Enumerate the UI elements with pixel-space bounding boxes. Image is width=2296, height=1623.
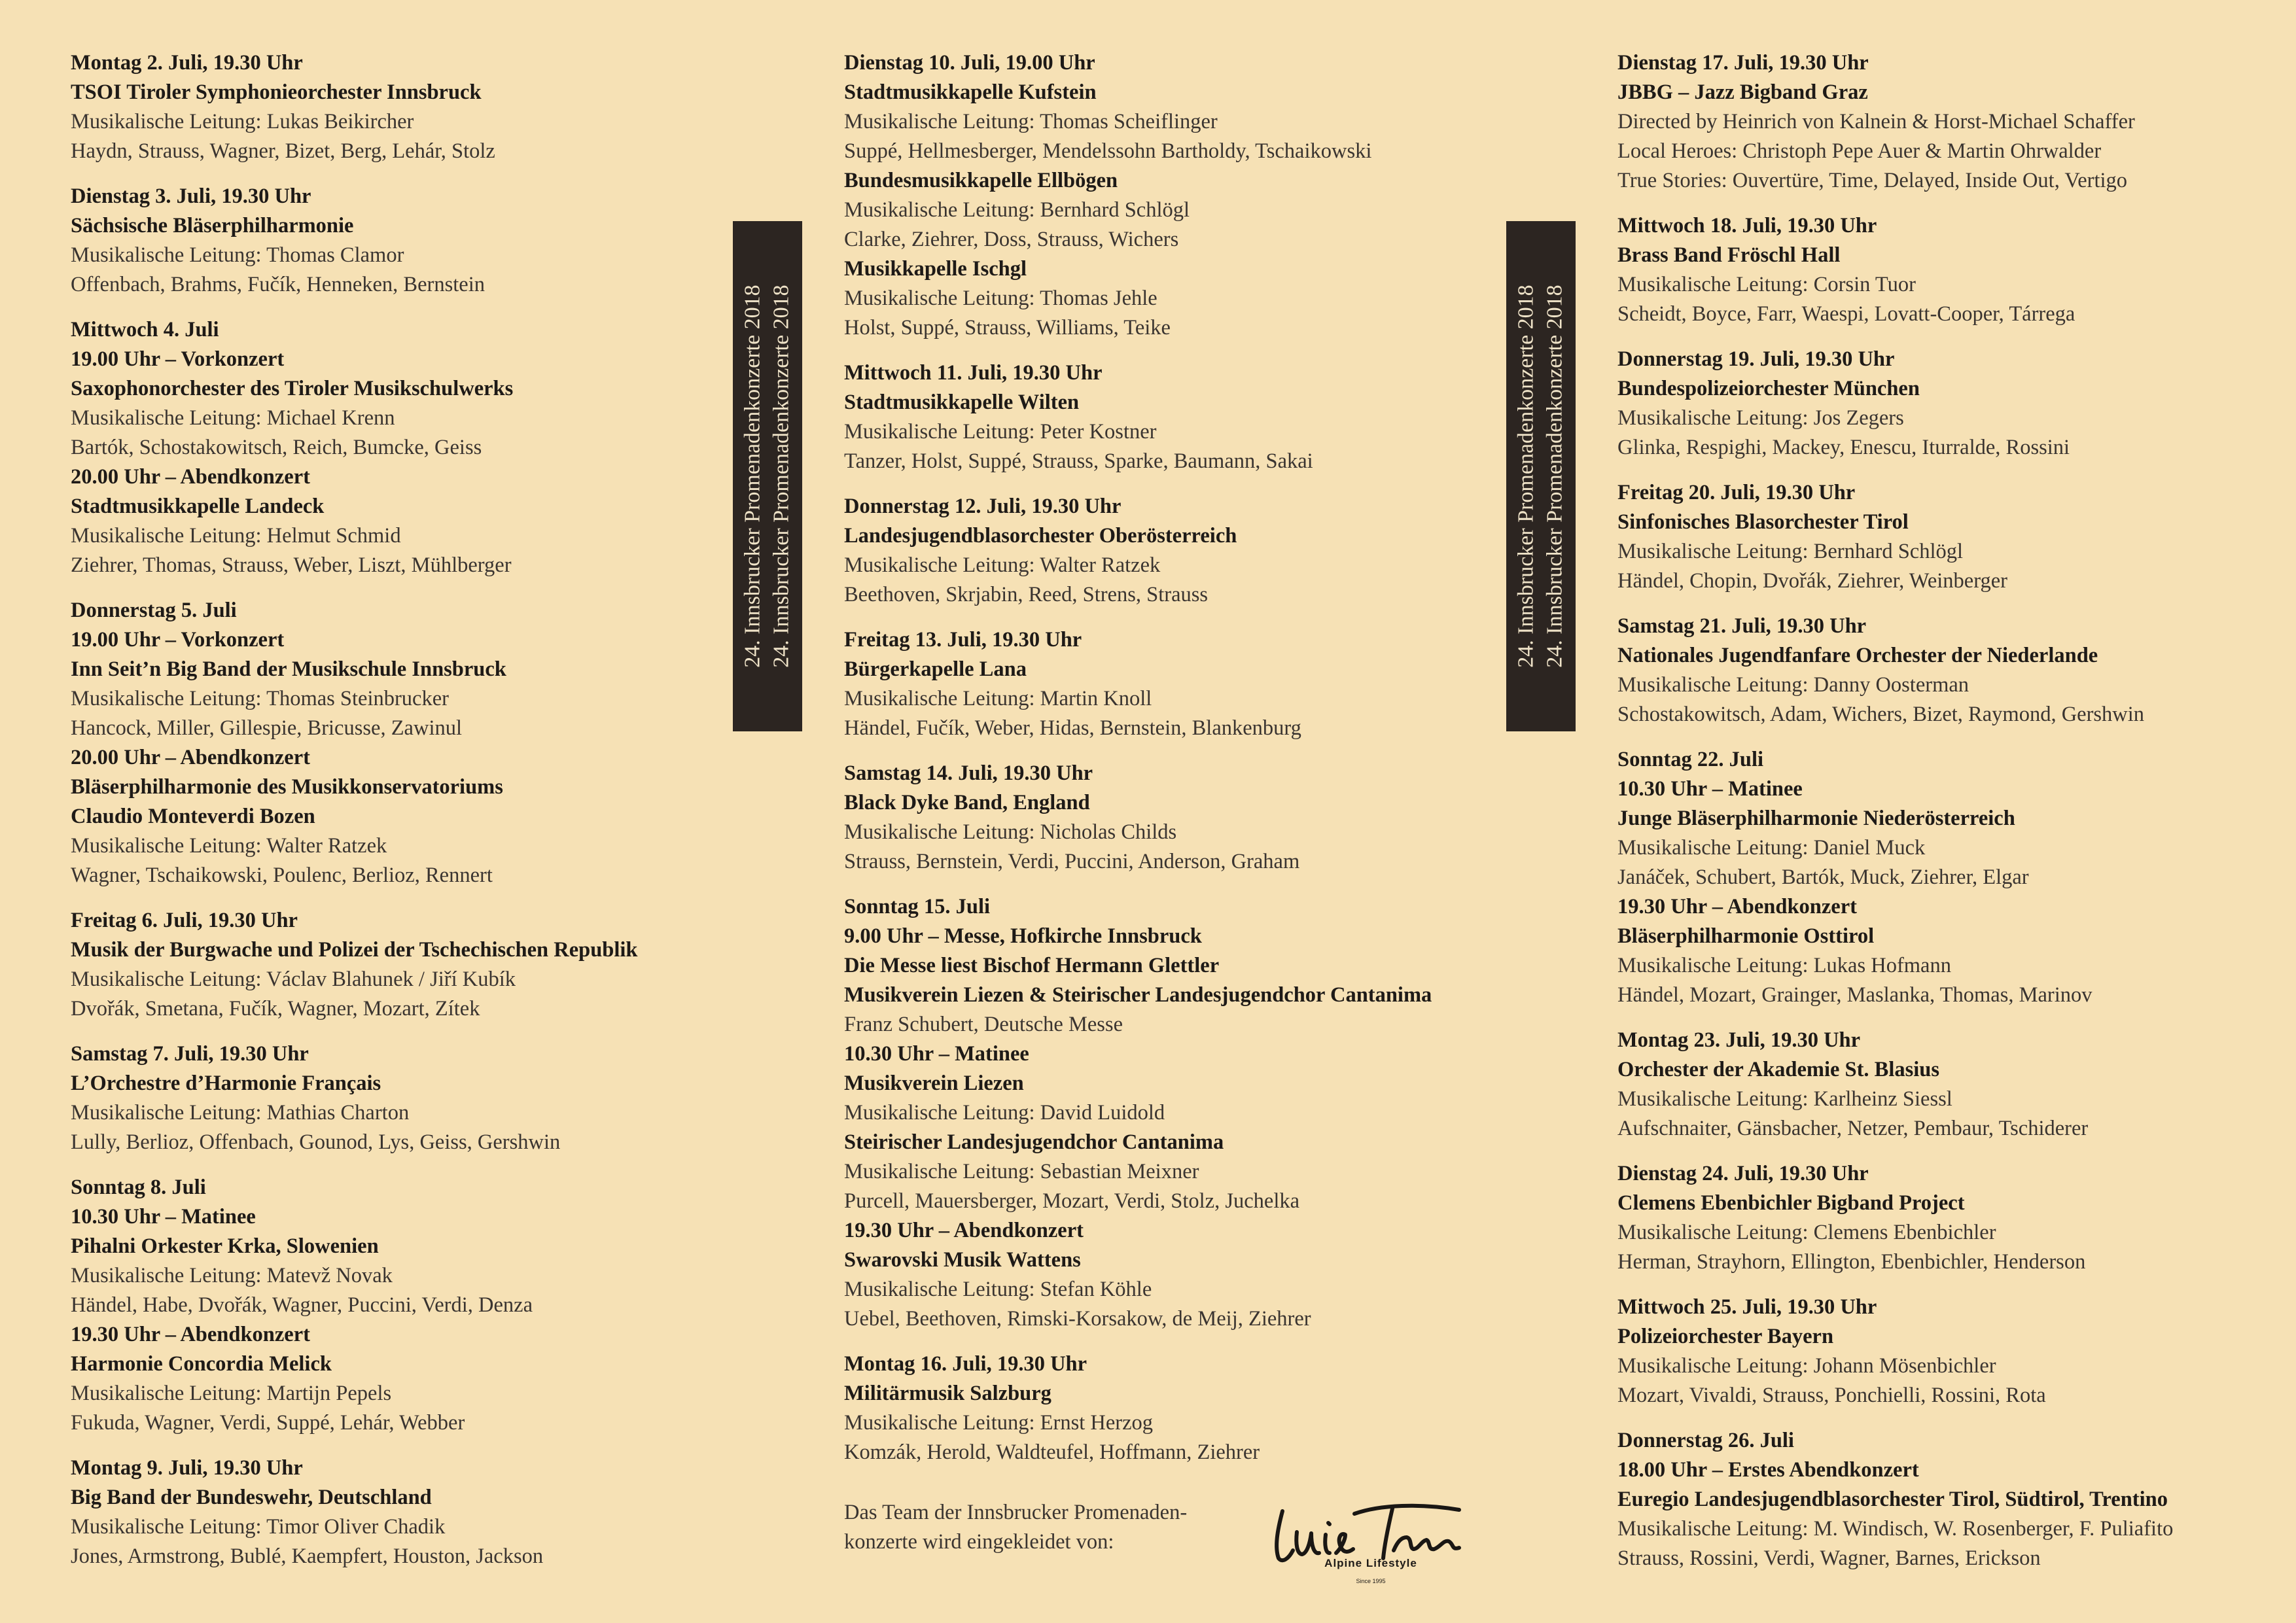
entry-detail-line: Musikalische Leitung: Clemens Ebenbichler (1617, 1221, 1996, 1244)
concert-entry (844, 625, 1538, 743)
concert-entry (1617, 1426, 2285, 1573)
entry-heading-line: Dienstag 24. Juli, 19.30 Uhr (1617, 1162, 1869, 1185)
entry-heading-line: Militärmusik Salzburg (844, 1382, 1051, 1405)
block-gap (1617, 1010, 2285, 1026)
concert-entry (71, 182, 725, 300)
block-gap (1617, 462, 2285, 478)
entry-heading-line: Musik der Burgwache und Polizei der Tschechischen Republik (71, 938, 638, 962)
entry-heading-line: Montag 23. Juli, 19.30 Uhr (1617, 1028, 1861, 1052)
entry-heading-line: Montag 2. Juli, 19.30 Uhr (71, 51, 303, 75)
entry-heading-line: Donnerstag 5. Juli (71, 599, 237, 622)
block-gap (71, 1438, 725, 1454)
concert-entry (1617, 345, 2285, 462)
entry-heading-line: Freitag 20. Juli, 19.30 Uhr (1617, 481, 1856, 504)
entry-detail-line: Musikalische Leitung: Timor Oliver Chadik (71, 1515, 446, 1539)
entry-detail-line: Musikalische Leitung: Daniel Muck (1617, 836, 1926, 860)
entry-heading-line: Brass Band Fröschl Hall (1617, 243, 1841, 267)
entry-detail-line: Musikalische Leitung: Karlheinz Siessl (1617, 1087, 1952, 1111)
block-gap (844, 743, 1538, 759)
entry-detail-line: Händel, Mozart, Grainger, Maslanka, Thomas, Marinov (1617, 983, 2093, 1007)
entry-heading-line: Steirischer Landesjugendchor Cantanima (844, 1130, 1224, 1154)
entry-detail-line: Tanzer, Holst, Suppé, Strauss, Sparke, Baumann, Sakai (844, 449, 1313, 473)
concert-entry (844, 48, 1538, 343)
entry-detail-line: Fukuda, Wagner, Verdi, Suppé, Lehár, Webber (71, 1411, 465, 1435)
program-column-2 (844, 48, 1538, 1467)
block-gap (1617, 1143, 2285, 1159)
entry-heading-line: Landesjugendblasorchester Oberösterreich (844, 524, 1237, 548)
entry-detail-line: Musikalische Leitung: Walter Ratzek (844, 553, 1161, 577)
block-gap (1617, 596, 2285, 612)
concert-entry (844, 759, 1538, 877)
entry-detail-line: Beethoven, Skrjabin, Reed, Strens, Strauss (844, 583, 1209, 606)
concert-entry (71, 906, 725, 1024)
entry-heading-line: Black Dyke Band, England (844, 791, 1090, 814)
entry-detail-line: Aufschnaiter, Gänsbacher, Netzer, Pembaur, Tschiderer (1617, 1117, 2089, 1140)
entry-heading-line: Mittwoch 4. Juli (71, 318, 219, 341)
entry-heading-line: JBBG – Jazz Bigband Graz (1617, 80, 1868, 104)
entry-heading-line: Euregio Landesjugendblasorchester Tirol, Südtirol, Trentino (1617, 1488, 2168, 1511)
block-gap (1617, 1277, 2285, 1293)
entry-detail-line: Musikalische Leitung: Bernhard Schlögl (844, 198, 1190, 222)
concert-entry (1617, 211, 2285, 329)
sponsor-text-line: konzerte wird eingekleidet von: (844, 1530, 1114, 1554)
entry-detail-line: Musikalische Leitung: Lukas Beikircher (71, 110, 414, 133)
block-gap (844, 877, 1538, 892)
block-gap (71, 1024, 725, 1039)
entry-heading-line: 20.00 Uhr – Abendkonzert (71, 465, 310, 489)
sponsor-logo-since: Since 1995 (1356, 1578, 1386, 1584)
block-gap (844, 610, 1538, 625)
side-band-line: 24. Innsbrucker Promenadenkonzerte 2018 (741, 285, 765, 668)
concert-entry (1617, 478, 2285, 596)
entry-detail-line: Holst, Suppé, Strauss, Williams, Teike (844, 316, 1171, 340)
concert-entry (1617, 48, 2285, 196)
block-gap (1617, 196, 2285, 211)
entry-heading-line: Big Band der Bundeswehr, Deutschland (71, 1486, 432, 1509)
entry-detail-line: Uebel, Beethoven, Rimski-Korsakow, de Meij, Ziehrer (844, 1307, 1311, 1331)
entry-heading-line: 19.00 Uhr – Vorkonzert (71, 347, 285, 371)
entry-detail-line: Musikalische Leitung: Danny Oosterman (1617, 673, 1969, 697)
entry-detail-line: Musikalische Leitung: Johann Mösenbichler (1617, 1354, 1996, 1378)
entry-detail-line: Glinka, Respighi, Mackey, Enescu, Iturralde, Rossini (1617, 436, 2070, 459)
entry-detail-line: Jones, Armstrong, Bublé, Kaempfert, Houston, Jackson (71, 1544, 544, 1568)
entry-heading-line: 20.00 Uhr – Abendkonzert (71, 746, 310, 769)
entry-heading-line: Orchester der Akademie St. Blasius (1617, 1058, 1940, 1081)
entry-heading-line: Sonntag 15. Juli (844, 895, 991, 918)
entry-heading-line: Samstag 21. Juli, 19.30 Uhr (1617, 614, 1867, 638)
concert-entry (71, 48, 725, 166)
entry-detail-line: Schostakowitsch, Adam, Wichers, Bizet, Raymond, Gershwin (1617, 703, 2145, 726)
entry-detail-line: Komzák, Herold, Waldteufel, Hoffmann, Ziehrer (844, 1440, 1260, 1464)
entry-heading-line: 18.00 Uhr – Erstes Abendkonzert (1617, 1458, 1919, 1482)
entry-heading-line: Freitag 6. Juli, 19.30 Uhr (71, 909, 298, 932)
entry-heading-line: Dienstag 10. Juli, 19.00 Uhr (844, 51, 1095, 75)
entry-detail-line: Strauss, Rossini, Verdi, Wagner, Barnes, Erickson (1617, 1546, 2041, 1570)
entry-heading-line: Bürgerkapelle Lana (844, 657, 1027, 681)
entry-detail-line: Purcell, Mauersberger, Mozart, Verdi, Stolz, Juchelka (844, 1189, 1300, 1213)
entry-detail-line: Ziehrer, Thomas, Strauss, Weber, Liszt, Mühlberger (71, 553, 512, 577)
entry-detail-line: Musikalische Leitung: Michael Krenn (71, 406, 395, 430)
block-gap (71, 580, 725, 596)
entry-detail-line: Musikalische Leitung: Thomas Clamor (71, 243, 404, 267)
entry-heading-line: Sonntag 8. Juli (71, 1176, 206, 1199)
entry-detail-line: Musikalische Leitung: Thomas Jehle (844, 287, 1157, 310)
entry-detail-line: Händel, Fučík, Weber, Hidas, Bernstein, Blankenburg (844, 716, 1301, 740)
concert-entry (71, 1039, 725, 1157)
entry-detail-line: Musikalische Leitung: Peter Kostner (844, 420, 1157, 444)
block-gap (844, 476, 1538, 492)
entry-detail-line: Musikalische Leitung: Ernst Herzog (844, 1411, 1154, 1435)
concert-entry (71, 596, 725, 890)
entry-heading-line: Clemens Ebenbichler Bigband Project (1617, 1191, 1965, 1215)
block-gap (844, 343, 1538, 358)
entry-detail-line: Musikalische Leitung: Bernhard Schlögl (1617, 540, 1964, 563)
entry-detail-line: Franz Schubert, Deutsche Messe (844, 1013, 1123, 1036)
entry-detail-line: Hancock, Miller, Gillespie, Bricusse, Zawinul (71, 716, 462, 740)
entry-detail-line: Herman, Strayhorn, Ellington, Ebenbichler, Henderson (1617, 1250, 2086, 1274)
entry-detail-line: Clarke, Ziehrer, Doss, Strauss, Wichers (844, 228, 1179, 251)
entry-detail-line: Dvořák, Smetana, Fučík, Wagner, Mozart, Zítek (71, 997, 480, 1021)
block-gap (71, 300, 725, 315)
program-column-1 (71, 48, 725, 1571)
entry-heading-line: 9.00 Uhr – Messe, Hofkirche Innsbruck (844, 924, 1202, 948)
entry-heading-line: Donnerstag 12. Juli, 19.30 Uhr (844, 495, 1122, 518)
entry-detail-line: Wagner, Tschaikowski, Poulenc, Berlioz, Rennert (71, 864, 493, 887)
entry-detail-line: Local Heroes: Christoph Pepe Auer & Martin Ohrwalder (1617, 139, 2102, 163)
entry-heading-line: Mittwoch 11. Juli, 19.30 Uhr (844, 361, 1103, 385)
entry-heading-line: Harmonie Concordia Melick (71, 1352, 332, 1376)
entry-heading-line: Bläserphilharmonie Osttirol (1617, 924, 1875, 948)
entry-detail-line: Bartók, Schostakowitsch, Reich, Bumcke, Geiss (71, 436, 482, 459)
concert-entry (1617, 1026, 2285, 1143)
sponsor-text-line: Das Team der Innsbrucker Promenaden- (844, 1501, 1188, 1524)
entry-heading-line: 19.30 Uhr – Abendkonzert (844, 1219, 1084, 1242)
entry-detail-line: Musikalische Leitung: Walter Ratzek (71, 834, 387, 858)
concert-entry (1617, 745, 2285, 1010)
entry-detail-line: Offenbach, Brahms, Fučík, Henneken, Bernstein (71, 273, 485, 296)
entry-detail-line: Musikalische Leitung: Jos Zegers (1617, 406, 1904, 430)
entry-detail-line: Musikalische Leitung: Thomas Scheiflinger (844, 110, 1218, 133)
concert-entry (1617, 612, 2285, 729)
entry-detail-line: Suppé, Hellmesberger, Mendelssohn Bartholdy, Tschaikowski (844, 139, 1372, 163)
entry-heading-line: Junge Bläserphilharmonie Niederösterreich (1617, 807, 2015, 830)
entry-detail-line: Musikalische Leitung: Matevž Novak (71, 1264, 393, 1287)
entry-heading-line: Mittwoch 25. Juli, 19.30 Uhr (1617, 1295, 1877, 1319)
entry-heading-line: TSOI Tiroler Symphonieorchester Innsbruck (71, 80, 482, 104)
entry-heading-line: Donnerstag 19. Juli, 19.30 Uhr (1617, 347, 1895, 371)
entry-heading-line: Bundesmusikkapelle Ellbögen (844, 169, 1118, 192)
entry-heading-line: Sonntag 22. Juli (1617, 748, 1764, 771)
side-band-2 (1506, 221, 1576, 731)
entry-detail-line: Strauss, Bernstein, Verdi, Puccini, Anderson, Graham (844, 850, 1300, 873)
entry-heading-line: 19.30 Uhr – Abendkonzert (1617, 895, 1857, 918)
concert-entry (844, 492, 1538, 610)
block-gap (71, 890, 725, 906)
entry-detail-line: Directed by Heinrich von Kalnein & Horst-Michael Schaffer (1617, 110, 2135, 133)
entry-heading-line: 10.30 Uhr – Matinee (71, 1205, 256, 1229)
entry-detail-line: True Stories: Ouvertüre, Time, Delayed, Inside Out, Vertigo (1617, 169, 2128, 192)
entry-heading-line: Donnerstag 26. Juli (1617, 1429, 1794, 1452)
entry-heading-line: Freitag 13. Juli, 19.30 Uhr (844, 628, 1082, 652)
entry-detail-line: Musikalische Leitung: Mathias Charton (71, 1101, 410, 1125)
concert-entry (71, 315, 725, 580)
entry-detail-line: Scheidt, Boyce, Farr, Waespi, Lovatt-Cooper, Tárrega (1617, 302, 2075, 326)
entry-heading-line: Montag 9. Juli, 19.30 Uhr (71, 1456, 303, 1480)
entry-heading-line: Musikverein Liezen (844, 1072, 1024, 1095)
entry-detail-line: Haydn, Strauss, Wagner, Bizet, Berg, Lehár, Stolz (71, 139, 495, 163)
concert-entry (844, 892, 1538, 1334)
concert-entry (1617, 1293, 2285, 1410)
entry-heading-line: Pihalni Orkester Krka, Slowenien (71, 1234, 379, 1258)
entry-heading-line: Dienstag 17. Juli, 19.30 Uhr (1617, 51, 1869, 75)
entry-heading-line: Saxophonorchester des Tiroler Musikschulwerks (71, 377, 514, 400)
concert-entry (71, 1454, 725, 1571)
block-gap (1617, 729, 2285, 745)
side-band-1 (733, 221, 802, 731)
entry-detail-line: Musikalische Leitung: Helmut Schmid (71, 524, 401, 548)
entry-detail-line: Musikalische Leitung: Martijn Pepels (71, 1382, 392, 1405)
entry-heading-line: Sinfonisches Blasorchester Tirol (1617, 510, 1909, 534)
block-gap (71, 1157, 725, 1173)
entry-heading-line: Mittwoch 18. Juli, 19.30 Uhr (1617, 214, 1877, 237)
side-band-line: 24. Innsbrucker Promenadenkonzerte 2018 (1514, 285, 1538, 668)
entry-detail-line: Musikalische Leitung: Martin Knoll (844, 687, 1152, 710)
concert-entry (844, 358, 1538, 476)
entry-detail-line: Händel, Chopin, Dvořák, Ziehrer, Weinberger (1617, 569, 2007, 593)
entry-heading-line: 10.30 Uhr – Matinee (844, 1042, 1029, 1066)
sponsor-logo-tagline: Alpine Lifestyle (1324, 1557, 1417, 1569)
entry-detail-line: Janáček, Schubert, Bartók, Muck, Ziehrer, Elgar (1617, 865, 2029, 889)
entry-detail-line: Musikalische Leitung: M. Windisch, W. Rosenberger, F. Puliafito (1617, 1517, 2174, 1541)
entry-heading-line: 19.00 Uhr – Vorkonzert (71, 628, 285, 652)
entry-detail-line: Musikalische Leitung: Thomas Steinbrucker (71, 687, 449, 710)
entry-heading-line: 10.30 Uhr – Matinee (1617, 777, 1803, 801)
concert-entry (71, 1173, 725, 1438)
entry-heading-line: Inn Seit’n Big Band der Musikschule Innsbruck (71, 657, 506, 681)
entry-detail-line: Musikalische Leitung: Sebastian Meixner (844, 1160, 1199, 1183)
entry-heading-line: Claudio Monteverdi Bozen (71, 805, 315, 828)
entry-heading-line: L’Orchestre d’Harmonie Français (71, 1072, 381, 1095)
entry-detail-line: Musikalische Leitung: Nicholas Childs (844, 820, 1177, 844)
concert-entry (1617, 1159, 2285, 1277)
entry-heading-line: Die Messe liest Bischof Hermann Glettler (844, 954, 1220, 977)
entry-detail-line: Händel, Habe, Dvořák, Wagner, Puccini, Verdi, Denza (71, 1293, 533, 1317)
entry-heading-line: Swarovski Musik Wattens (844, 1248, 1081, 1272)
entry-heading-line: 19.30 Uhr – Abendkonzert (71, 1323, 310, 1346)
entry-detail-line: Mozart, Vivaldi, Strauss, Ponchielli, Rossini, Rota (1617, 1384, 2046, 1407)
entry-heading-line: Samstag 14. Juli, 19.30 Uhr (844, 761, 1093, 785)
entry-heading-line: Musikverein Liezen & Steirischer Landesjugendchor Cantanima (844, 983, 1432, 1007)
entry-detail-line: Musikalische Leitung: Stefan Köhle (844, 1278, 1152, 1301)
block-gap (844, 1334, 1538, 1350)
block-gap (1617, 1410, 2285, 1426)
entry-detail-line: Musikalische Leitung: David Luidold (844, 1101, 1165, 1125)
entry-heading-line: Bläserphilharmonie des Musikkonservatoriums (71, 775, 503, 799)
entry-detail-line: Musikalische Leitung: Lukas Hofmann (1617, 954, 1951, 977)
entry-heading-line: Dienstag 3. Juli, 19.30 Uhr (71, 184, 311, 208)
entry-heading-line: Montag 16. Juli, 19.30 Uhr (844, 1352, 1087, 1376)
concert-entry (844, 1350, 1538, 1467)
entry-heading-line: Samstag 7. Juli, 19.30 Uhr (71, 1042, 309, 1066)
entry-detail-line: Lully, Berlioz, Offenbach, Gounod, Lys, Geiss, Gershwin (71, 1130, 561, 1154)
entry-heading-line: Bundespolizeiorchester München (1617, 377, 1920, 400)
entry-detail-line: Musikalische Leitung: Corsin Tuor (1617, 273, 1916, 296)
side-band-line: 24. Innsbrucker Promenadenkonzerte 2018 (769, 285, 794, 668)
program-column-3 (1617, 48, 2285, 1573)
entry-detail-line: Musikalische Leitung: Václav Blahunek / Jiří Kubík (71, 968, 516, 991)
entry-heading-line: Polizeiorchester Bayern (1617, 1325, 1834, 1348)
side-band-line: 24. Innsbrucker Promenadenkonzerte 2018 (1543, 285, 1567, 668)
block-gap (71, 166, 725, 182)
entry-heading-line: Nationales Jugendfanfare Orchester der Niederlande (1617, 644, 2098, 667)
entry-heading-line: Stadtmusikkapelle Landeck (71, 495, 325, 518)
entry-heading-line: Stadtmusikkapelle Kufstein (844, 80, 1097, 104)
entry-heading-line: Stadtmusikkapelle Wilten (844, 391, 1080, 414)
entry-heading-line: Musikkapelle Ischgl (844, 257, 1027, 281)
entry-heading-line: Sächsische Bläserphilharmonie (71, 214, 354, 237)
sponsor-text (844, 1498, 1187, 1557)
block-gap (1617, 329, 2285, 345)
